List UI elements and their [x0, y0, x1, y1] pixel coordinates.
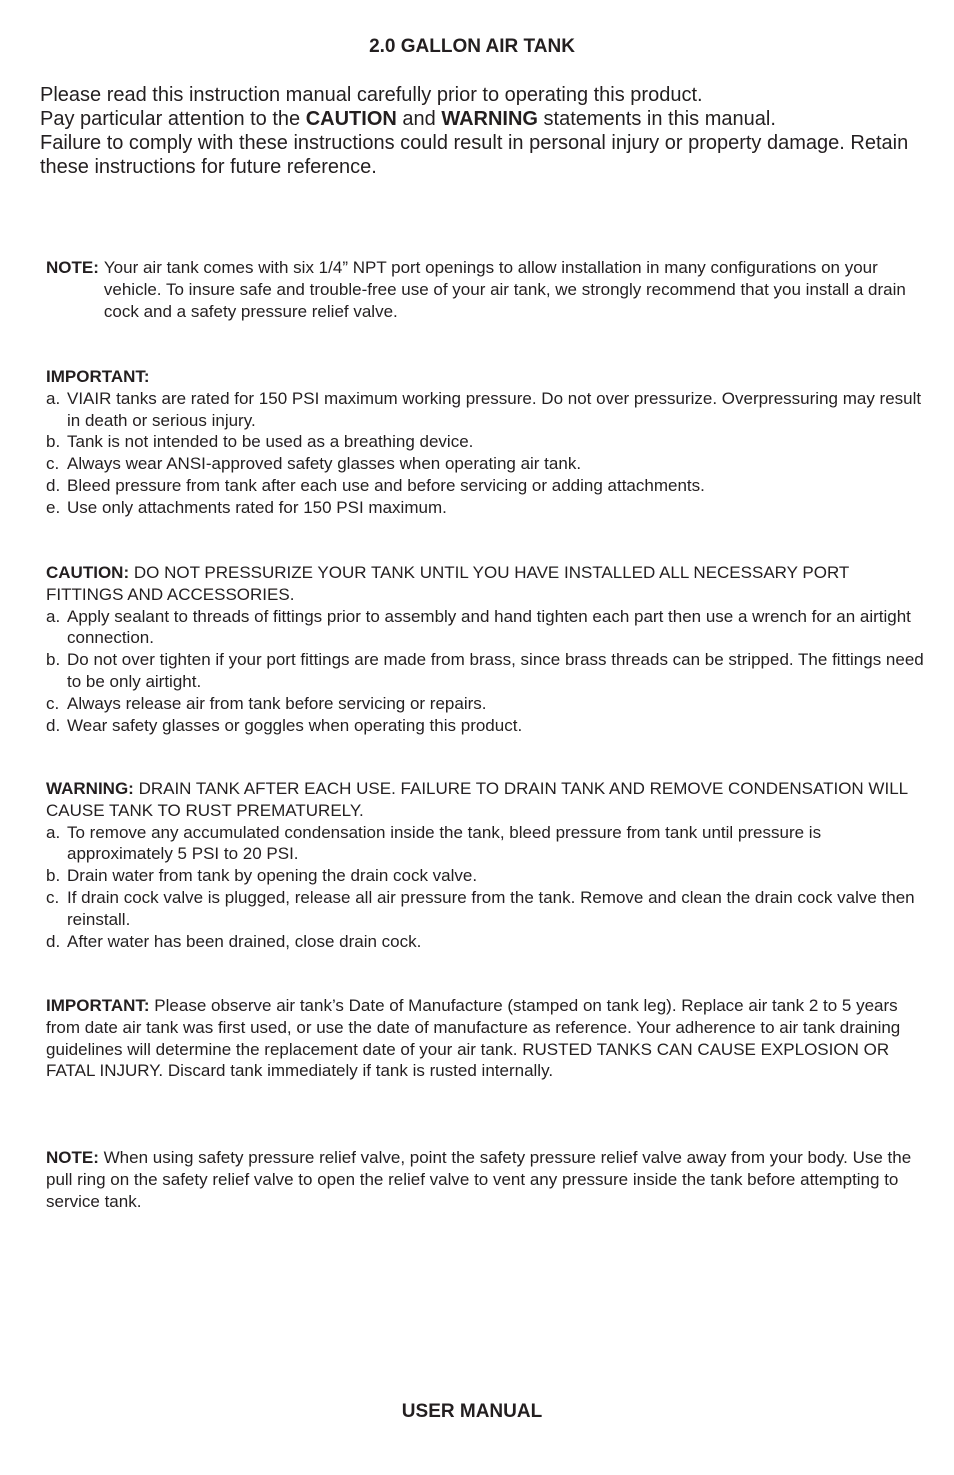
list-marker: c.: [46, 693, 60, 713]
note-section-2: [46, 1147, 926, 1212]
intro-line-2: [40, 107, 920, 131]
list-marker: b.: [46, 650, 61, 670]
note-2-paragraph: [46, 1147, 926, 1212]
list-item: [46, 606, 926, 650]
intro-line-2-post: statements in this manual.: [537, 108, 776, 130]
intro-block: [40, 83, 920, 179]
list-marker: a.: [46, 822, 61, 842]
list-marker: d.: [46, 931, 61, 951]
list-item-text: To remove any accumulated condensation inside the tank, bleed pressure from tank until pressure is approximately 5 PSI to 20 PSI.: [67, 822, 822, 864]
list-marker: d.: [46, 715, 61, 735]
important-section-2: [46, 995, 926, 1082]
list-item-text: Bleed pressure from tank after each use and before servicing or adding attachments.: [67, 475, 705, 495]
warning-label: WARNING:: [46, 779, 134, 798]
note-1-label: NOTE:: [46, 258, 99, 277]
list-item: [46, 649, 926, 693]
important-2-label: IMPORTANT:: [46, 996, 150, 1015]
intro-line-2-and: and: [396, 108, 442, 130]
list-item-text: Wear safety glasses or goggles when operating this product.: [67, 715, 523, 735]
page-title: 2.0 GALLON AIR TANK: [369, 36, 575, 57]
caution-section: [46, 562, 926, 736]
list-item: [46, 475, 926, 497]
note-section-1: [46, 257, 926, 322]
footer-title: USER MANUAL: [401, 1401, 543, 1422]
list-item: [46, 497, 926, 519]
list-item: [46, 693, 926, 715]
list-marker: c.: [46, 887, 60, 907]
note-2-text: When using safety pressure relief valve, point the safety pressure relief valve away from your body. Use the pull ring on the safety relief valve to open the relief valve to vent any pressure inside the tank before attempting to service tank.: [46, 1148, 912, 1211]
note-1-paragraph: [46, 257, 926, 322]
warning-lead-text: DRAIN TANK AFTER EACH USE. FAILURE TO DRAIN TANK AND REMOVE CONDENSATION WILL CAUSE TANK TO RUST PREMATURELY.: [46, 779, 908, 820]
list-item: [46, 865, 926, 887]
list-item: [46, 388, 926, 432]
warning-list: [46, 822, 926, 953]
list-item-text: Apply sealant to threads of fittings prior to assembly and hand tighten each part then use a wrench for an airtight connection.: [67, 606, 911, 648]
important-section-1: [46, 366, 926, 519]
intro-line-3: Failure to comply with these instructions could result in personal injury or property damage. Retain these instructions for future reference.: [40, 132, 909, 178]
list-item: [46, 431, 926, 453]
caution-label: CAUTION:: [46, 563, 130, 582]
caution-lead-text: DO NOT PRESSURIZE YOUR TANK UNTIL YOU HAVE INSTALLED ALL NECESSARY PORT FITTINGS AND ACCESSORIES.: [46, 563, 849, 604]
intro-warning-word: WARNING: [441, 108, 538, 130]
caution-lead: [46, 562, 926, 606]
list-item-text: Always wear ANSI-approved safety glasses when operating air tank.: [67, 454, 582, 474]
note-1-text: Your air tank comes with six 1/4” NPT port openings to allow installation in many configurations on your vehicle. To insure safe and trouble-free use of your air tank, we strongly recommend that you install a drain cock and a safety pressure relief valve.: [103, 258, 906, 321]
important-2-paragraph: [46, 995, 926, 1082]
list-marker: e.: [46, 497, 61, 517]
important-2-text: Please observe air tank’s Date of Manufacture (stamped on tank leg). Replace air tank 2 to 5 years from date air tank was first used, or use the date of manufacture as reference. Your adherence to air tank draining guidelines will determine the replacement date of your air tank. RUSTED TANKS CAN CAUSE EXPLOSION OR FATAL INJURY. Discard tank immediately if tank is rusted internally.: [46, 996, 901, 1081]
important-1-list: [46, 388, 926, 519]
list-item: [46, 887, 926, 931]
list-item-text: Tank is not intended to be used as a breathing device.: [67, 432, 474, 452]
list-item-text: Always release air from tank before servicing or repairs.: [67, 693, 487, 713]
list-item-text: Do not over tighten if your port fittings are made from brass, since brass threads can be stripped. The fittings need to be only airtight.: [67, 650, 924, 691]
list-item-text: If drain cock valve is plugged, release all air pressure from the tank. Remove and clean the drain cock valve then reinstall.: [67, 887, 915, 929]
list-item: [46, 453, 926, 475]
warning-lead: [46, 778, 926, 822]
list-item-text: VIAIR tanks are rated for 150 PSI maximum working pressure. Do not over pressurize. Overpressuring may result in death or serious injury.: [67, 388, 922, 430]
list-marker: c.: [46, 454, 60, 474]
intro-caution-word: CAUTION: [305, 108, 397, 130]
note-2-label: NOTE:: [46, 1148, 99, 1167]
list-item-text: After water has been drained, close drain cock.: [67, 931, 422, 951]
list-marker: d.: [46, 475, 61, 495]
list-marker: a.: [46, 606, 61, 626]
intro-line-2-pre: Pay particular attention to the: [40, 108, 306, 130]
caution-list: [46, 606, 926, 737]
list-item-text: Drain water from tank by opening the drain cock valve.: [67, 866, 478, 886]
intro-line-1: Please read this instruction manual carefully prior to operating this product.: [40, 84, 703, 106]
important-1-label: IMPORTANT:: [46, 367, 150, 386]
list-item: [46, 715, 926, 737]
list-item: [46, 822, 926, 866]
list-marker: b.: [46, 866, 61, 886]
list-marker: a.: [46, 388, 61, 408]
list-item-text: Use only attachments rated for 150 PSI maximum.: [67, 497, 447, 517]
list-marker: b.: [46, 432, 61, 452]
list-item: [46, 931, 926, 953]
warning-section: [46, 778, 926, 952]
